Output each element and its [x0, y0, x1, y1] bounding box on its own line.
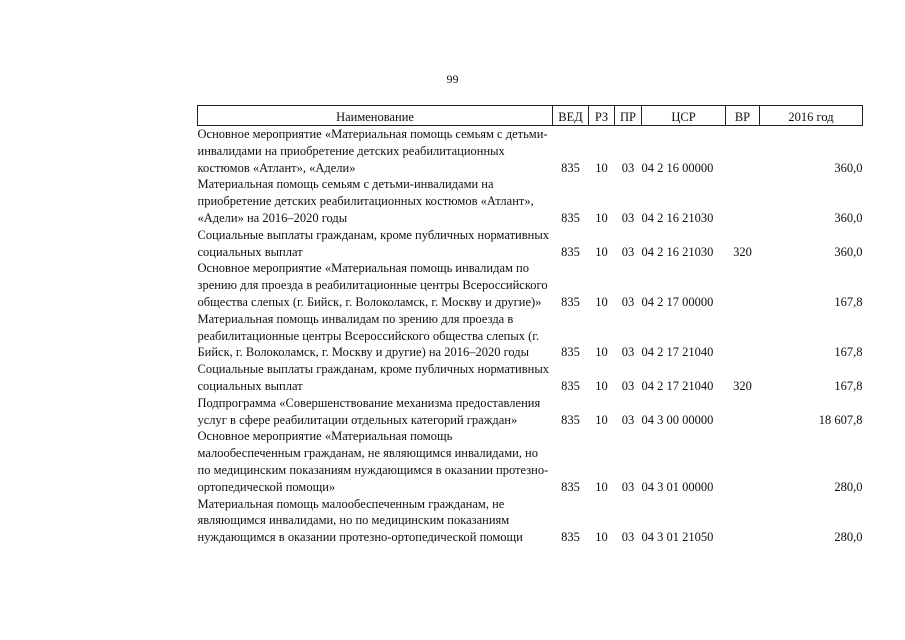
header-ved: ВЕД — [553, 106, 589, 126]
cell-amount: 360,0 — [834, 160, 863, 175]
cell-vr — [726, 260, 760, 310]
header-name: Наименование — [198, 106, 553, 126]
cell-amount: 280,0 — [834, 530, 863, 545]
cell-ved: 835 — [561, 412, 580, 427]
table-row — [198, 227, 863, 261]
header-rz: РЗ — [589, 106, 615, 126]
cell-name: Основное мероприятие «Материальная помощь семьям с детьми-инвалидами на приобретение детских реабилитационных костюмов «Атлант», «Адели» — [197, 127, 548, 175]
cell-ved: 835 — [561, 479, 580, 494]
header-vr: ВР — [726, 106, 760, 126]
cell-amount: 167,8 — [834, 294, 863, 309]
cell-name: Материальная помощь малообеспеченным гражданам, не являющимся инвалидами, но по медицинским показаниям нуждающимся в оказании протезно-ортопедической помощи — [197, 496, 523, 545]
cell-rz: 10 — [595, 160, 608, 175]
cell-ved: 835 — [561, 378, 580, 393]
cell-csr: 04 3 01 00000 — [641, 479, 714, 494]
cell-amount: 280,0 — [834, 479, 863, 494]
cell-vr — [726, 496, 760, 546]
cell-ved: 835 — [561, 294, 580, 309]
cell-ved: 835 — [561, 530, 580, 545]
cell-pr: 03 — [621, 160, 635, 175]
cell-csr: 04 2 17 21040 — [641, 378, 714, 393]
table-row — [198, 126, 863, 177]
cell-ved: 835 — [561, 160, 580, 175]
cell-pr: 03 — [621, 294, 635, 309]
cell-vr — [726, 428, 760, 495]
cell-amount: 167,8 — [834, 378, 863, 393]
header-pr: ПР — [615, 106, 642, 126]
cell-rz: 10 — [595, 294, 608, 309]
cell-amount: 18 607,8 — [818, 412, 863, 427]
cell-rz: 10 — [595, 412, 608, 427]
cell-rz: 10 — [595, 479, 608, 494]
budget-table — [197, 105, 863, 546]
cell-amount: 167,8 — [834, 345, 863, 360]
cell-csr: 04 2 17 00000 — [641, 294, 714, 309]
cell-ved: 835 — [561, 244, 580, 259]
cell-pr: 03 — [621, 345, 635, 360]
table-row — [198, 496, 863, 546]
cell-amount: 360,0 — [834, 244, 863, 259]
cell-csr: 04 2 17 21040 — [641, 345, 714, 360]
table-row — [198, 176, 863, 226]
cell-csr: 04 2 16 21030 — [641, 210, 714, 225]
cell-vr — [726, 395, 760, 429]
header-csr: ЦСР — [642, 106, 726, 126]
cell-vr — [726, 126, 760, 177]
page-number: 99 — [446, 72, 459, 86]
cell-pr: 03 — [621, 530, 635, 545]
cell-vr: 320 — [733, 378, 752, 393]
table-row — [198, 428, 863, 495]
cell-pr: 03 — [621, 412, 635, 427]
cell-pr: 03 — [621, 378, 635, 393]
cell-ved: 835 — [561, 210, 580, 225]
table-row — [198, 395, 863, 429]
table-header-row — [198, 106, 863, 126]
cell-rz: 10 — [595, 210, 608, 225]
cell-csr: 04 3 01 21050 — [641, 530, 714, 545]
cell-csr: 04 2 16 00000 — [641, 160, 714, 175]
cell-name: Материальная помощь инвалидам по зрению для проезда в реабилитационные центры Всероссийского общества слепых (г. Бийск, г. Волоколамск, г. Москву и другие) на 2016–2020 годы — [197, 311, 540, 360]
cell-name: Основное мероприятие «Материальная помощь инвалидам по зрению для проезда в реабилитационные центры Всероссийского общества слепых (г. Бийск, г. Волоколамск, г. Москву и другие)» — [197, 261, 548, 309]
cell-name: Материальная помощь семьям с детьми-инвалидами на приобретение детских реабилитационных костюмов «Атлант», «Адели» на 2016–2020 годы — [197, 177, 534, 225]
cell-rz: 10 — [595, 378, 608, 393]
cell-vr: 320 — [733, 244, 752, 259]
cell-name: Подпрограмма «Совершенствование механизма предоставления услуг в сфере реабилитации отдельных категорий граждан» — [197, 395, 541, 427]
table-row — [198, 361, 863, 395]
table-row — [198, 311, 863, 361]
cell-rz: 10 — [595, 530, 608, 545]
cell-pr: 03 — [621, 479, 635, 494]
cell-amount: 360,0 — [834, 210, 863, 225]
cell-name: Социальные выплаты гражданам, кроме публичных нормативных социальных выплат — [197, 362, 549, 393]
cell-csr: 04 2 16 21030 — [641, 244, 714, 259]
cell-ved: 835 — [561, 345, 580, 360]
cell-rz: 10 — [595, 345, 608, 360]
cell-vr — [726, 176, 760, 226]
table-row — [198, 260, 863, 310]
header-year: 2016 год — [760, 106, 863, 126]
cell-vr — [726, 311, 760, 361]
cell-csr: 04 3 00 00000 — [641, 412, 714, 427]
cell-name: Социальные выплаты гражданам, кроме публичных нормативных социальных выплат — [197, 227, 549, 259]
cell-name: Основное мероприятие «Материальная помощь малообеспеченным гражданам, не являющимся инвалидами, но по медицинским показаниям нуждающимся в оказании протезно-ортопедической помощи» — [197, 429, 549, 494]
cell-pr: 03 — [621, 210, 635, 225]
cell-rz: 10 — [595, 244, 608, 259]
cell-pr: 03 — [621, 244, 635, 259]
